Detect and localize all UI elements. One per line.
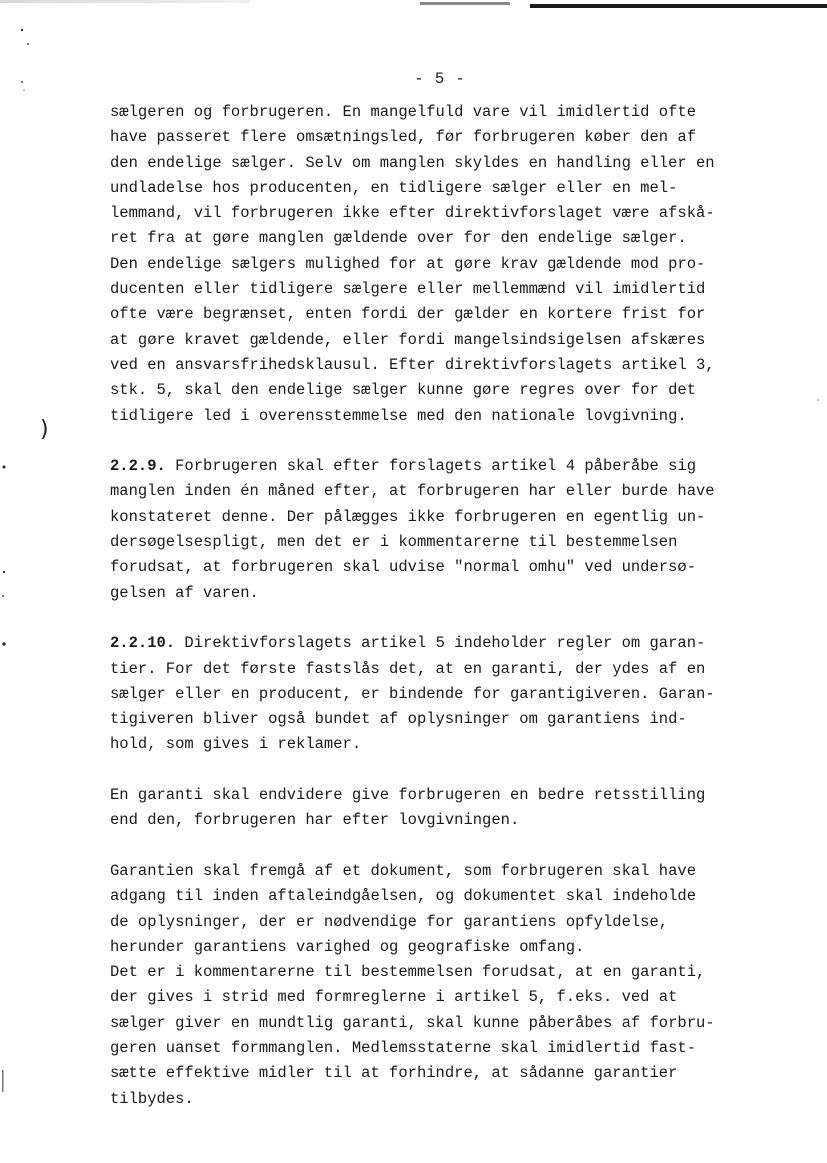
text-line: sælgeren og forbrugeren. En mangelfuld vare vil imidlertid ofte	[110, 103, 696, 121]
text-line: Det er i kommentarerne til bestemmelsen forudsat, at en garanti,	[110, 963, 706, 982]
paragraph-2-2-9	[110, 454, 780, 606]
text-line: sælger eller en producent, er bindende for garantigiveren. Garan-	[110, 684, 715, 703]
text-line: sætte effektive midler til at forhindre, at sådanne garantier	[110, 1064, 678, 1083]
text-line: forudsat, at forbrugeren skal udvise "normal omhu" ved undersø-	[110, 558, 696, 577]
text-line: den endelige sælger. Selv om manglen skyldes en handling eller en	[110, 153, 715, 172]
document-body	[110, 100, 780, 1112]
section-number: 2.2.10.	[110, 634, 176, 653]
paragraph-guarantee-document	[110, 859, 780, 1112]
text-line: ofte være begrænset, enten fordi der gælder en kortere frist for	[110, 305, 706, 324]
scan-edge-top-right	[530, 4, 827, 8]
text-line: Garantien skal fremgå af et dokument, som forbrugeren skal have	[110, 861, 696, 880]
text-line: lemmand, vil forbrugeren ikke efter direktivforslaget være afskå-	[110, 204, 715, 223]
svg-text:): )	[40, 417, 49, 442]
text-line: En garanti skal endvidere give forbrugeren en bedre retsstilling	[110, 786, 706, 805]
text-line: have passeret flere omsætningsled, før forbrugeren køber den af	[110, 128, 696, 147]
paragraph-intro	[110, 100, 780, 429]
text-line: tier. For det første fastslås det, at en garanti, der ydes af en	[110, 659, 706, 678]
text-line: Den endelige sælgers mulighed for at gøre krav gældende mod pro-	[110, 254, 706, 273]
text-line: konstateret denne. Der pålægges ikke forbrugeren en egentlig un-	[110, 507, 706, 526]
page-number: - 5 -	[414, 70, 466, 88]
text-line: de oplysninger, der er nødvendige for garantiens opfyldelse,	[110, 912, 669, 931]
text-line: undladelse hos producenten, en tidligere sælger eller en mel-	[110, 178, 678, 197]
text-line: gelsen af varen.	[110, 583, 259, 602]
text-line: hold, som gives i reklamer.	[110, 735, 362, 754]
text-line: tigiveren bliver også bundet af oplysninger om garantiens ind-	[110, 710, 687, 729]
text-line: ducenten eller tidligere sælgere eller mellemmænd vil imidlertid	[110, 280, 706, 299]
text-line: at gøre kravet gældende, eller fordi mangelsindsigelsen afskæres	[110, 330, 706, 349]
text-line: sælger giver en mundtlig garanti, skal kunne påberåbes af forbru-	[110, 1013, 715, 1032]
text-line-rest: Direktivforslagets artikel 5 indeholder regler om garan-	[175, 634, 706, 653]
paragraph-2-2-10	[110, 631, 780, 757]
text-line	[110, 454, 780, 479]
text-line: manglen inden én måned efter, at forbrugeren har eller burde have	[110, 482, 715, 501]
text-line: tilbydes.	[110, 1089, 194, 1108]
text-line: geren uanset formmanglen. Medlemsstaterne skal imidlertid fast-	[110, 1038, 696, 1057]
text-line-rest: Forbrugeren skal efter forslagets artikel 4 påberåbe sig	[165, 457, 696, 476]
text-line: end den, forbrugeren har efter lovgivningen.	[110, 811, 520, 830]
scan-edge-top-left	[0, 0, 250, 3]
text-line: adgang til inden aftaleindgåelsen, og dokumentet skal indeholde	[110, 887, 696, 906]
text-line: stk. 5, skal den endelige sælger kunne gøre regres over for det	[110, 381, 696, 400]
section-number: 2.2.9.	[110, 457, 166, 476]
text-line: ret fra at gøre manglen gældende over for den endelige sælger.	[110, 229, 687, 248]
text-line	[110, 631, 780, 656]
paragraph-guarantee-position	[110, 783, 780, 834]
text-line: tidligere led i overensstemmelse med den nationale lovgivning.	[110, 406, 687, 425]
scan-edge-top-middle	[420, 2, 510, 5]
text-line: dersøgelsespligt, men det er i kommentarerne til bestemmelsen	[110, 533, 678, 552]
text-line: ved en ansvarsfrihedsklausul. Efter direktivforslagets artikel 3,	[110, 355, 715, 374]
text-line: herunder garantiens varighed og geografiske omfang.	[110, 937, 585, 956]
text-line: der gives i strid med formreglerne i artikel 5, f.eks. ved at	[110, 988, 678, 1007]
